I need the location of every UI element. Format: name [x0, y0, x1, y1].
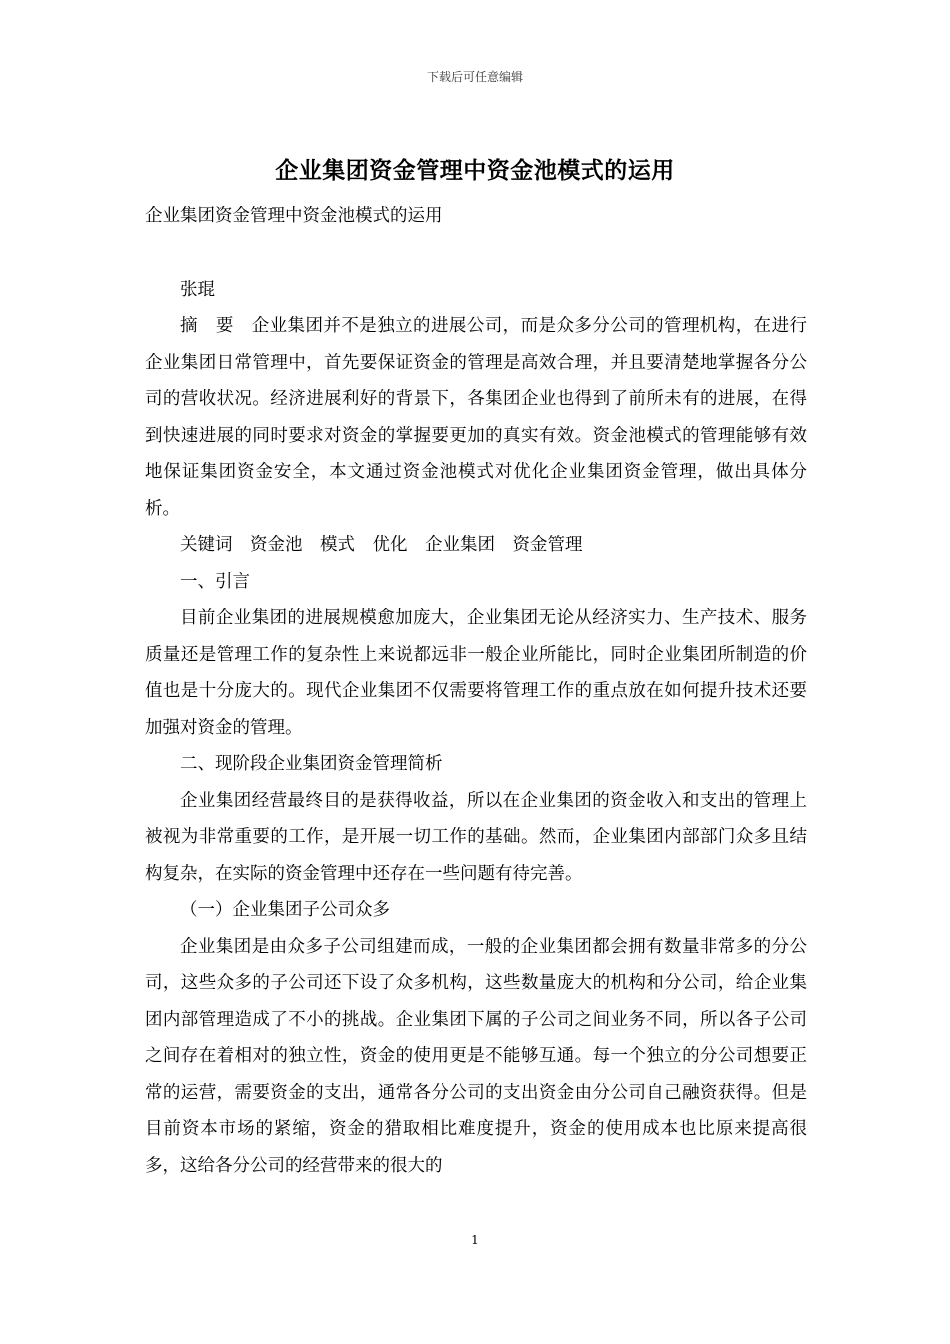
- section-heading-analysis: 二、现阶段企业集团资金管理简析: [180, 754, 443, 774]
- document-title: 企业集团资金管理中资金池模式的运用: [275, 157, 675, 184]
- keywords-line: 关键词 资金池 模式 优化 企业集团 资金管理: [180, 535, 583, 555]
- document-subtitle: 企业集团资金管理中资金池模式的运用: [145, 206, 443, 226]
- abstract-paragraph: 摘 要 企业集团并不是独立的进展公司，而是众多分公司的管理机构，在进行企业集团日常管理中，首先要保证资金的管理是高效合理，并且要清楚地掌握各分公司的营收状况。经济进展利好的背景下，各集团企业也得到了前所未有的进展，在得到快速进展的同时要求对资金的掌握要更加的真实有效。资金池模式的管理能够有效地保证集团资金安全，本文通过资金池模式对优化企业集团资金管理，做出具体分析。: [145, 316, 807, 519]
- author-name: 张琨: [180, 280, 215, 300]
- body-paragraph: 目前企业集团的进展规模愈加庞大，企业集团无论从经济实力、生产技术、服务质量还是管理工作的复杂性上来说都远非一般企业所能比，同时企业集团所制造的价值也是十分庞大的。现代企业集团不仅需要将管理工作的重点放在如何提升技术还要加强对资金的管理。: [145, 608, 807, 738]
- section-heading-introduction: 一、引言: [180, 571, 250, 592]
- body-paragraph: 企业集团经营最终目的是获得收益，所以在企业集团的资金收入和支出的管理上被视为非常重要的工作，是开展一切工作的基础。然而，企业集团内部部门众多且结构复杂，在实际的资金管理中还存在一些问题有待完善。: [145, 790, 807, 884]
- body-paragraph: 企业集团是由众多子公司组建而成，一般的企业集团都会拥有数量非常多的分公司，这些众多的子公司还下设了众多机构，这些数量庞大的机构和分公司，给企业集团内部管理造成了不小的挑战。企业集团下属的子公司之间业务不同，所以各子公司之间存在着相对的独立性，资金的使用更是不能够互通。每一个独立的分公司想要正常的运营，需要资金的支出，通常各分公司的支出资金由分公司自己融资获得。但是目前资本市场的紧缩，资金的猎取相比难度提升，资金的使用成本也比原来提高很多，这给各分公司的经营带来的很大的: [145, 936, 807, 1176]
- body-text: [145, 308, 807, 1184]
- page-number: 1: [471, 1233, 479, 1247]
- header-note: 下载后可任意编辑: [426, 70, 523, 84]
- subsection-heading: （一）企业集团子公司众多: [180, 900, 390, 920]
